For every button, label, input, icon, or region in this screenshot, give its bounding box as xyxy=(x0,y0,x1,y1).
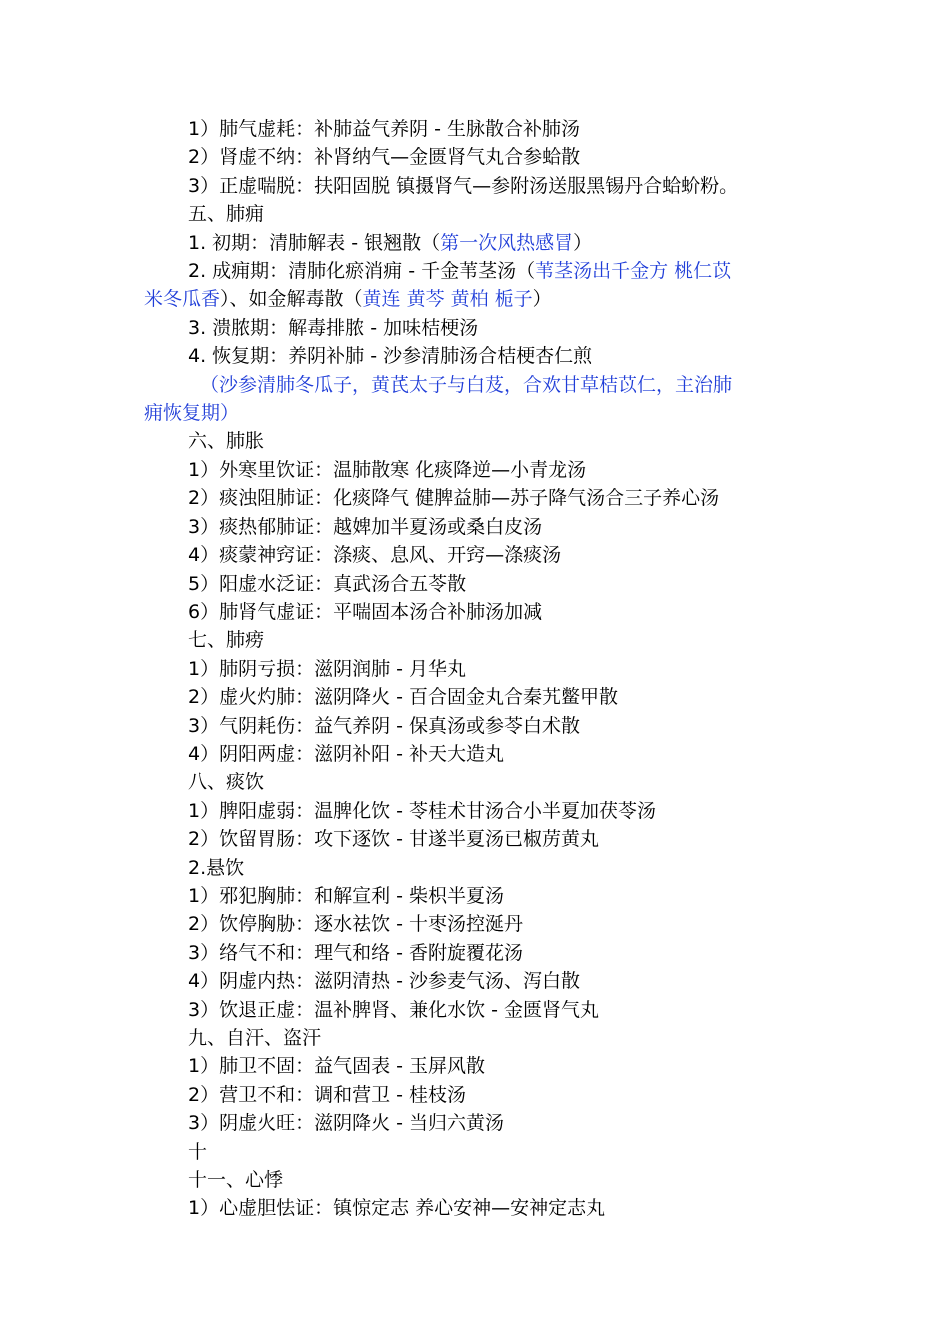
text-run: ） xyxy=(532,288,552,311)
text-line xyxy=(144,229,814,257)
annotation-text: 第一次风热感冒 xyxy=(440,231,574,254)
annotation-text: 黄连 黄芩 黄柏 栀子 xyxy=(362,288,533,311)
text-line: 4）阴阳两虚：滋阴补阳 - 补天大造丸 xyxy=(188,742,505,765)
text-line: 2）饮留胃肠：攻下逐饮 - 甘遂半夏汤已椒苈黄丸 xyxy=(188,828,600,851)
text-run: ）、如金解毒散（ xyxy=(220,288,363,311)
section-heading: 九、自汗、盗汗 xyxy=(188,1027,322,1049)
text-line: 3）气阴耗伤：益气养阴 - 保真汤或参苓白术散 xyxy=(188,714,581,737)
section-heading: 八、痰饮 xyxy=(188,771,265,794)
section-heading: 七、肺痨 xyxy=(188,629,265,652)
text-line xyxy=(144,257,814,285)
text-line: 6）肺肾气虚证：平喘固本汤合补肺汤加减 xyxy=(188,600,543,623)
text-line: 5）阳虚水泛证：真武汤合五苓散 xyxy=(188,572,467,595)
text-line: 2）营卫不和：调和营卫 - 桂枝汤 xyxy=(188,1083,467,1106)
text-run: 1. 初期：清肺解表 - 银翘散（ xyxy=(188,231,441,254)
section-heading: 五、肺痈 xyxy=(188,203,265,226)
text-line: 1）邪犯胸肺：和解宣利 - 柴枳半夏汤 xyxy=(188,884,505,907)
text-line: 3）阴虚火旺：滋阴降火 - 当归六黄汤 xyxy=(188,1112,505,1135)
text-line xyxy=(144,285,814,313)
text-line: 2）饮停胸胁：逐水祛饮 - 十枣汤控涎丹 xyxy=(188,913,524,936)
text-line: 1）肺气虚耗：补肺益气养阴 - 生脉散合补肺汤 xyxy=(188,118,581,140)
section-heading: 六、肺胀 xyxy=(188,430,265,453)
text-line: 2）肾虚不纳：补肾纳气—金匮肾气丸合参蛤散 xyxy=(188,146,581,169)
annotation-text: 苇茎汤出千金方 桃仁苡 xyxy=(535,260,732,283)
annotation-text: 米冬瓜香 xyxy=(144,288,221,311)
annotation-text: 痈恢复期） xyxy=(144,402,240,425)
annotation-text: （沙参清肺冬瓜子，黄芪太子与白芨，合欢甘草桔苡仁，主治肺 xyxy=(200,373,733,396)
section-heading: 十 xyxy=(188,1140,208,1163)
text-line: 3）痰热郁肺证：越婢加半夏汤或桑白皮汤 xyxy=(188,515,543,538)
text-line: 1）肺卫不固：益气固表 - 玉屏风散 xyxy=(188,1055,486,1078)
text-line: 3）正虚喘脱：扶阳固脱 镇摄肾气—参附汤送服黑锡丹合蛤蚧粉。 xyxy=(188,174,739,197)
text-line: 2）痰浊阻肺证：化痰降气 健脾益肺—苏子降气汤合三子养心汤 xyxy=(188,487,720,510)
section-heading: 十一、心悸 xyxy=(188,1169,284,1192)
document-body xyxy=(144,115,814,1223)
text-line: 4. 恢复期：养阴补肺 - 沙参清肺汤合桔梗杏仁煎 xyxy=(188,345,593,368)
text-line: 3）络气不和：理气和络 - 香附旋覆花汤 xyxy=(188,941,524,964)
text-run: ） xyxy=(573,231,593,254)
text-run: 2. 成痈期：清肺化瘀消痈 - 千金苇茎汤（ xyxy=(188,260,536,283)
text-line: 4）阴虚内热：滋阴清热 - 沙参麦气汤、泻白散 xyxy=(188,970,581,993)
subsection-heading: 2.悬饮 xyxy=(188,856,245,879)
text-line: 1）外寒里饮证：温肺散寒 化痰降逆—小青龙汤 xyxy=(188,458,587,481)
text-line: 3）饮退正虚：温补脾肾、兼化水饮 - 金匮肾气丸 xyxy=(188,998,600,1021)
text-line: 2）虚火灼肺：滋阴降火 - 百合固金丸合秦艽鳖甲散 xyxy=(188,686,619,709)
text-line: 3. 溃脓期：解毒排脓 - 加味桔梗汤 xyxy=(188,316,479,339)
text-line: 1）脾阳虚弱：温脾化饮 - 苓桂术甘汤合小半夏加茯苓汤 xyxy=(188,799,657,822)
text-line: 4）痰蒙神窍证：涤痰、息风、开窍—涤痰汤 xyxy=(188,544,562,567)
text-line: 1）心虚胆怯证：镇惊定志 养心安神—安神定志丸 xyxy=(188,1197,606,1220)
text-line: 1）肺阴亏损：滋阴润肺 - 月华丸 xyxy=(188,657,467,680)
